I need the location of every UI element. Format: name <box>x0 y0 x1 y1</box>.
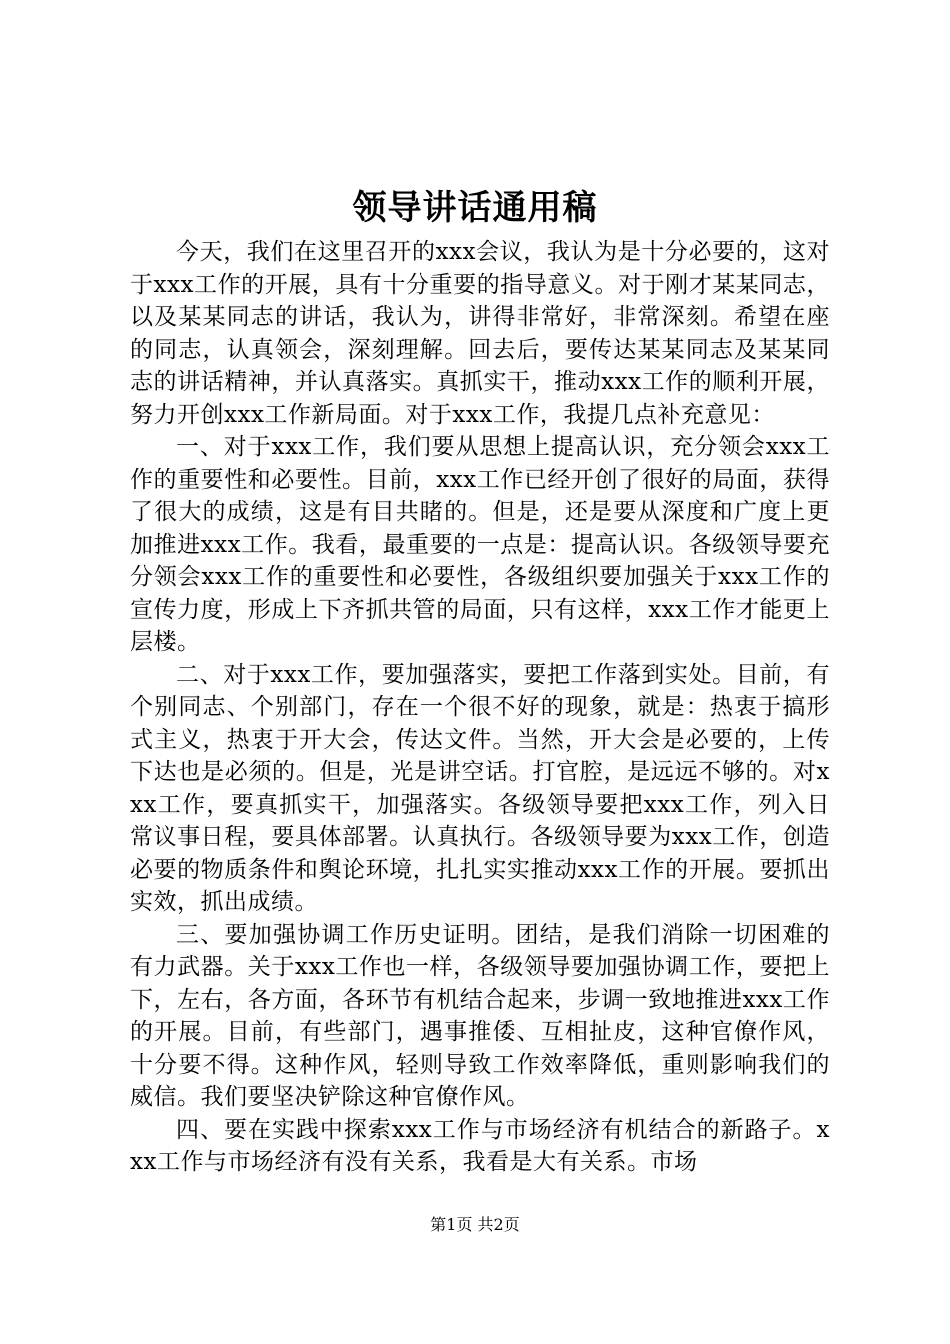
document-title: 领导讲话通用稿 <box>352 188 598 228</box>
paragraph-point-2: 二、对于xxx工作，要加强落实，要把工作落到实处。目前，有个别同志、个别部门，存在一个很不好的现象，就是：热衷于搞形式主义，热衷于开大会，传达文件。当然，开大会是必要的，上传下达也是必须的。但是，光是讲空话。打官腔，是远远不够的。对xxx工作，要真抓实干，加强落实。各级领导要把xxx工作，列入日常议事日程，要具体部署。认真执行。各级领导要为xxx工作，创造必要的物质条件和舆论环境，扎扎实实推动xxx工作的开展。要抓出实效，抓出成绩。 <box>130 661 830 915</box>
paragraph-point-4: 四、要在实践中探索xxx工作与市场经济有机结合的新路子。xxx工作与市场经济有没有关系，我看是大有关系。市场 <box>130 1116 830 1175</box>
paragraph-point-1: 一、对于xxx工作，我们要从思想上提高认识，充分领会xxx工作的重要性和必要性。目前，xxx工作已经开创了很好的局面，获得了很大的成绩，这是有目共睹的。但是，还是要从深度和广度上更加推进xxx工作。我看，最重要的一点是：提高认识。各级领导要充分领会xxx工作的重要性和必要性，各级组织要加强关于xxx工作的宣传力度，形成上下齐抓共管的局面，只有这样，xxx工作才能更上层楼。 <box>130 434 830 655</box>
paragraph-point-3: 三、要加强协调工作历史证明。团结，是我们消除一切困难的有力武器。关于xxx工作也一样，各级领导要加强协调工作，要把上下，左右，各方面，各环节有机结合起来，步调一致地推进xxx工作的开展。目前，有些部门，遇事推倭、互相扯皮，这种官僚作风，十分要不得。这种作风，轻则导致工作效率降低，重则影响我们的威信。我们要坚决铲除这种官僚作风。 <box>130 921 830 1110</box>
page-footer: 第1页 共2页 <box>430 1215 520 1234</box>
paragraph-intro: 今天，我们在这里召开的xxx会议，我认为是十分必要的，这对于xxx工作的开展，具有十分重要的指导意义。对于刚才某某同志，以及某某同志的讲话，我认为，讲得非常好，非常深刻。希望在座的同志，认真领会，深刻理解。回去后，要传达某某同志及某某同志的讲话精神，并认真落实。真抓实干，推动xxx工作的顺利开展，努力开创xxx工作新局面。对于xxx工作，我提几点补充意见： <box>130 239 830 428</box>
document-body <box>130 236 830 1179</box>
